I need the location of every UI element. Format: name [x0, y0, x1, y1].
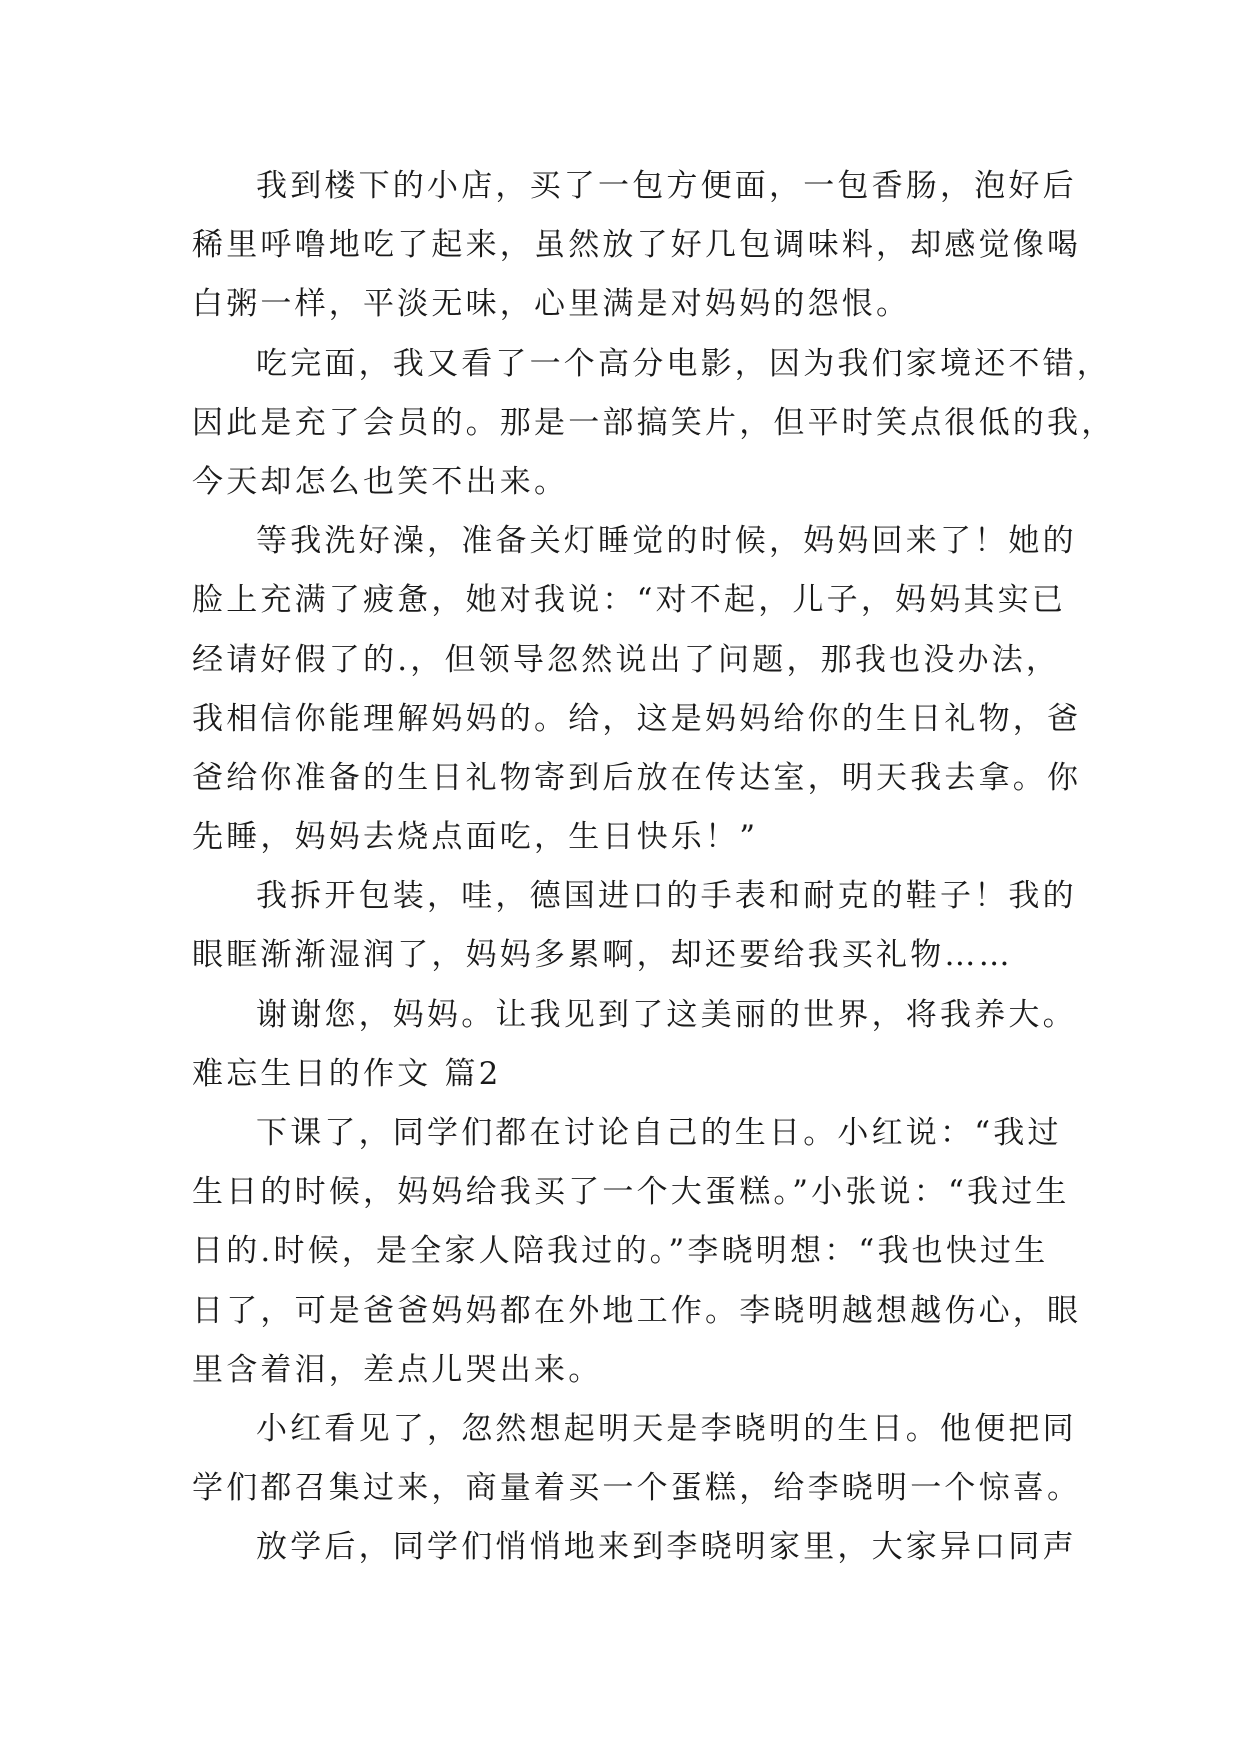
text-line: 我到楼下的小店，买了一包方便面，一包香肠，泡好后: [256, 168, 1077, 204]
text-line: 难忘生日的作文 篇2: [192, 1055, 502, 1092]
text-line: 脸上充满了疲惫，她对我说：“对不起，儿子，妈妈其实已: [192, 582, 1067, 619]
text-line: 日了，可是爸爸妈妈都在外地工作。李晓明越想越伤心，眼: [192, 1292, 1082, 1329]
text-line: 眼眶渐渐湿润了，妈妈多累啊，却还要给我买礼物……: [192, 937, 1013, 974]
text-line: 生日的时候，妈妈给我买了一个大蛋糕。”小张说：“我过生: [192, 1174, 1070, 1211]
text-line: 里含着泪，差点儿哭出来。: [192, 1351, 603, 1388]
text-line: 吃完面，我又看了一个高分电影，因为我们家境还不错，: [256, 345, 1111, 382]
text-line: 日的.时候，是全家人陪我过的。”李晓明想：“我也快过生: [192, 1233, 1049, 1270]
text-line: 白粥一样，平淡无味，心里满是对妈妈的怨恨。: [192, 286, 911, 323]
text-line: 先睡，妈妈去烧点面吃，生日快乐！”: [192, 819, 759, 856]
text-line: 谢谢您，妈妈。让我见到了这美丽的世界，将我养大。: [256, 996, 1077, 1033]
text-line: 我相信你能理解妈妈的。给，这是妈妈给你的生日礼物，爸: [192, 700, 1082, 737]
text-line: 学们都召集过来，商量着买一个蛋糕，给李晓明一个惊喜。: [192, 1470, 1082, 1507]
text-line: 因此是充了会员的。那是一部搞笑片，但平时笑点很低的我，: [192, 404, 1116, 441]
text-line: 下课了，同学们都在讨论自己的生日。小红说：“我过: [256, 1115, 1062, 1151]
text-line: 今天却怎么也笑不出来。: [192, 463, 569, 500]
text-line: 经请好假了的.，但领导忽然说出了问题，那我也没办法，: [192, 641, 1061, 678]
essay-body: [192, 157, 1116, 1578]
text-line: 我拆开包装，哇，德国进口的手表和耐克的鞋子！我的: [256, 878, 1077, 915]
text-line: 等我洗好澡，准备关灯睡觉的时候，妈妈回来了！她的: [256, 523, 1077, 560]
text-line: 放学后，同学们悄悄地来到李晓明家里，大家异口同声: [256, 1529, 1077, 1566]
text-line: 稀里呼噜地吃了起来，虽然放了好几包调味料，却感觉像喝: [192, 227, 1082, 264]
text-line: 爸给你准备的生日礼物寄到后放在传达室，明天我去拿。你: [192, 759, 1082, 796]
text-line: 小红看见了，忽然想起明天是李晓明的生日。他便把同: [256, 1410, 1077, 1447]
